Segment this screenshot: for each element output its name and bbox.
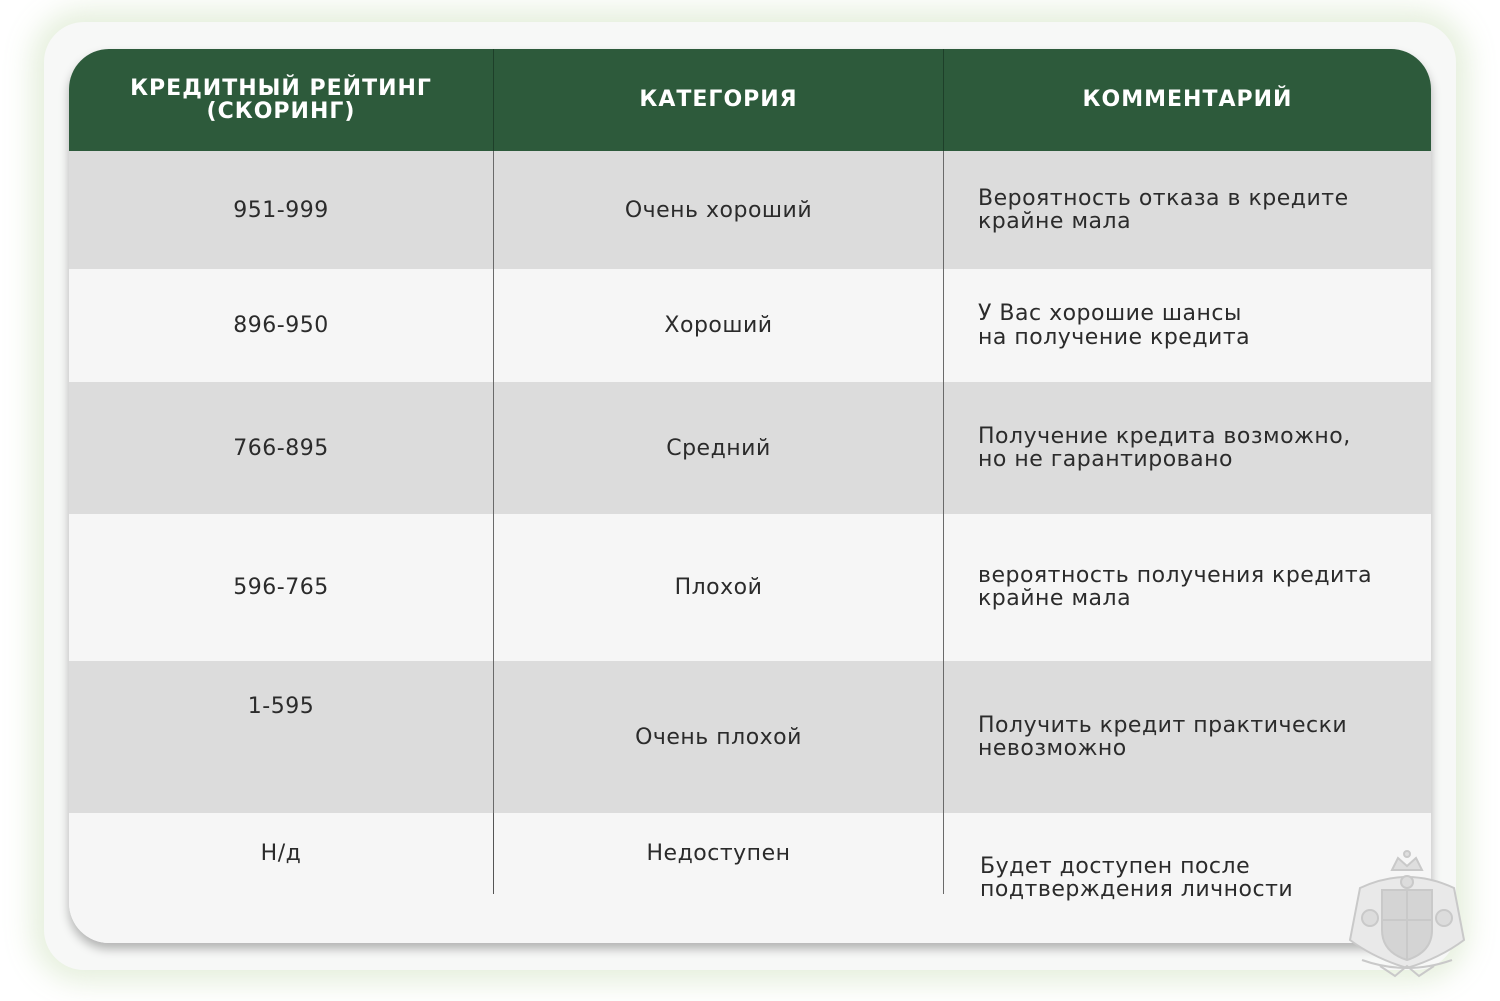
table-row	[69, 269, 1431, 382]
category-cell	[493, 269, 943, 382]
comment-value: Будет доступен после подтверждения личности	[980, 854, 1294, 903]
score-value: 896-950	[233, 313, 329, 338]
category-value: Очень плохой	[635, 724, 802, 750]
credit-rating-table	[69, 49, 1431, 943]
category-cell	[493, 151, 943, 269]
category-cell	[493, 661, 943, 813]
header-category-label: КАТЕГОРИЯ	[639, 87, 798, 113]
score-value: 596-765	[233, 575, 329, 600]
comment-value: Получить кредит практически невозможно	[978, 712, 1348, 761]
category-value: Хороший	[664, 313, 773, 338]
table-row	[69, 514, 1431, 661]
category-value: Плохой	[674, 575, 763, 600]
header-comment	[943, 49, 1431, 151]
category-value: Очень хороший	[624, 197, 813, 223]
comment-value: У Вас хорошие шансы на получение кредита	[978, 301, 1251, 350]
comment-value: вероятность получения кредита крайне мала	[978, 563, 1373, 612]
score-value: 951-999	[233, 197, 329, 223]
coat-of-arms-emblem-icon	[1340, 848, 1475, 978]
category-value: Недоступен	[646, 841, 791, 866]
category-cell	[493, 813, 943, 894]
table-row	[69, 382, 1431, 514]
comment-value: Получение кредита возможно, но не гарантировано	[978, 423, 1351, 472]
comment-cell	[943, 151, 1431, 269]
score-cell	[69, 382, 493, 514]
score-cell	[69, 269, 493, 382]
table-row	[69, 813, 1431, 943]
score-cell	[69, 151, 493, 269]
header-comment-label: КОММЕНТАРИЙ	[1082, 87, 1293, 113]
category-cell	[493, 514, 943, 661]
score-cell	[69, 813, 493, 894]
score-cell	[69, 661, 493, 813]
comment-value: Вероятность отказа в кредите крайне мала	[978, 185, 1349, 234]
header-credit-rating	[69, 49, 493, 151]
comment-cell	[943, 514, 1431, 661]
score-value: 1-595	[247, 694, 315, 719]
comment-cell	[943, 382, 1431, 514]
score-value: Н/д	[260, 841, 302, 866]
category-cell	[493, 382, 943, 514]
score-value: 766-895	[233, 435, 329, 461]
category-value: Средний	[666, 435, 771, 461]
comment-cell	[943, 661, 1431, 813]
header-category	[493, 49, 943, 151]
score-cell	[69, 514, 493, 661]
header-credit-rating-label: КРЕДИТНЫЙ РЕЙТИНГ (СКОРИНГ)	[130, 75, 432, 124]
table-header-row	[69, 49, 1431, 151]
comment-cell	[943, 269, 1431, 382]
table-row	[69, 151, 1431, 269]
table-row	[69, 661, 1431, 813]
